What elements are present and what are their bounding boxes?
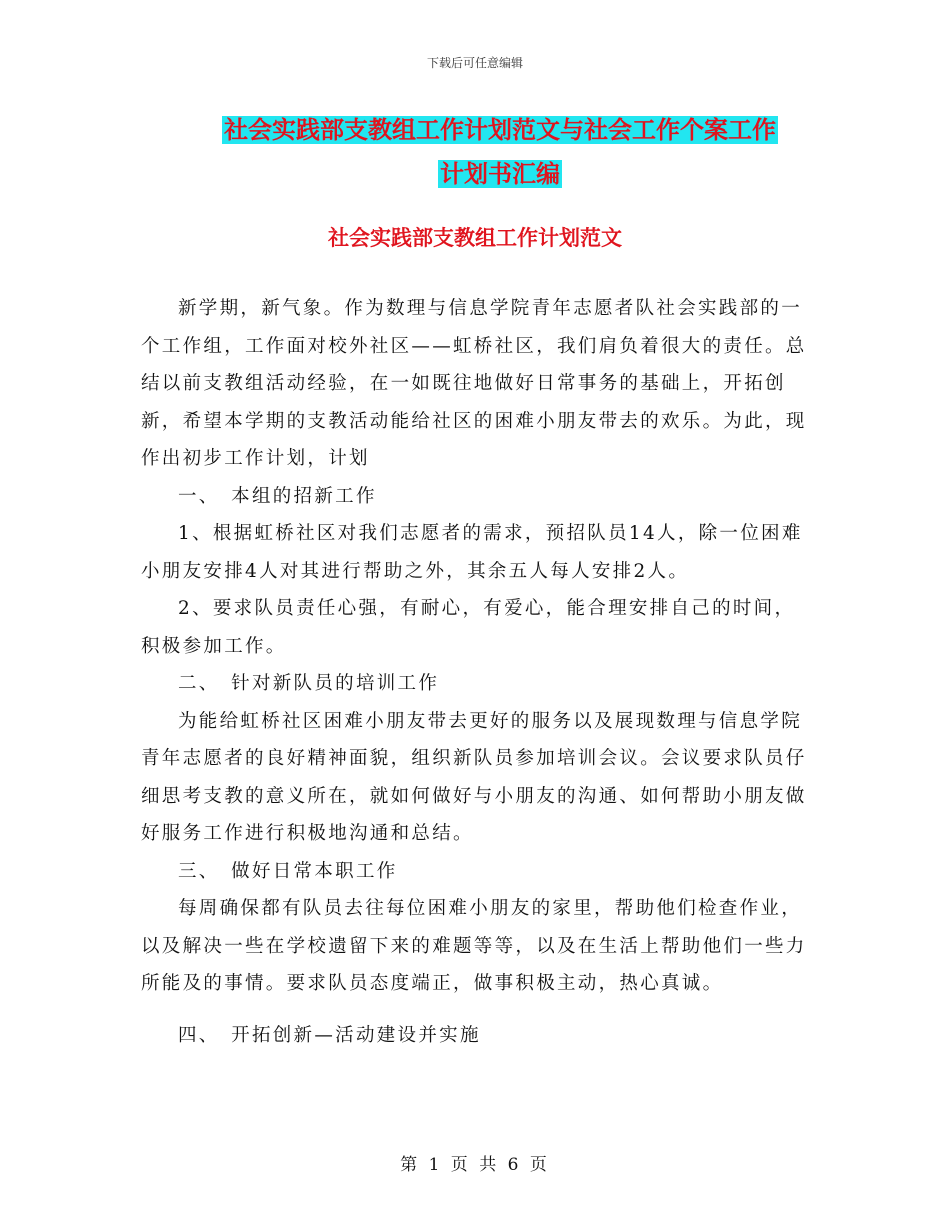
- section-heading-4: 四、 开拓创新—活动建设并实施: [178, 1024, 481, 1046]
- section-heading-3: 三、 做好日常本职工作: [178, 860, 398, 882]
- section-heading-1: 一、 本组的招新工作: [178, 485, 377, 507]
- paragraph-recruit-1: 1、根据虹桥社区对我们志愿者的需求，预招队员14人，除一位困难小朋友安排4人对其进行帮助之外，其余五人每人安排2人。: [141, 523, 803, 582]
- title-line-2: 计划书汇编: [440, 160, 560, 188]
- page-footer: 第 1 页 共 6 页: [400, 1155, 550, 1175]
- section-heading-2: 二、 针对新队员的培训工作: [178, 673, 440, 694]
- paragraph-training: 为能给虹桥社区困难小朋友带去更好的服务以及展现数理与信息学院青年志愿者的良好精神面貌，组织新队员参加培训会议。会议要求队员仔细思考支教的意义所在，就如何做好与小朋友的沟通、如何帮助小朋友做好服务工作进行积极地沟通和总结。: [141, 710, 807, 844]
- paragraph-daily-work: 每周确保都有队员去往每位困难小朋友的家里，帮助他们检查作业，以及解决一些在学校遗留下来的难题等等，以及在生活上帮助他们一些力所能及的事情。要求队员态度端正，做事积极主动，热心真诚。: [141, 898, 807, 994]
- section-subtitle: 社会实践部支教组工作计划范文: [328, 226, 622, 250]
- header-note: 下载后可任意编辑: [426, 56, 523, 70]
- paragraph-recruit-2: 2、要求队员责任心强，有耐心，有爱心，能合理安排自己的时间，积极参加工作。: [141, 598, 796, 657]
- paragraph-intro: 新学期，新气象。作为数理与信息学院青年志愿者队社会实践部的一个工作组，工作面对校外社区——虹桥社区，我们肩负着很大的责任。总结以前支教组活动经验，在一如既往地做好日常事务的基础上，开拓创新，希望本学期的支教活动能给社区的困难小朋友带去的欢乐。为此，现作出初步工作计划，计划: [141, 298, 807, 469]
- document-title: [140, 108, 860, 196]
- title-line-1: 社会实践部支教组工作计划范文与社会工作个案工作: [224, 116, 776, 144]
- document-body: [141, 290, 809, 1054]
